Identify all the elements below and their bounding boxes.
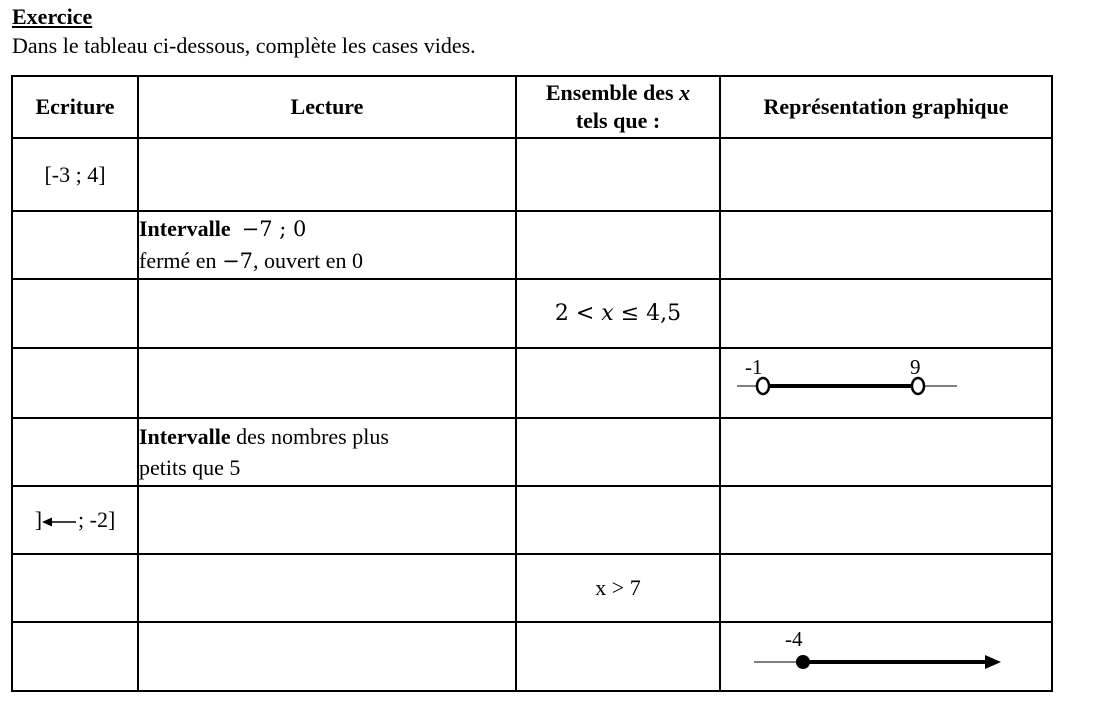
lecture-line2a: fermé en: [139, 248, 223, 273]
lecture-rest: des nombres plus: [230, 424, 389, 449]
cell-lecture[interactable]: [138, 348, 516, 418]
cell-ensemble: [516, 279, 720, 348]
cell-lecture[interactable]: [138, 486, 516, 554]
ecriture-rest: ; -2]: [78, 507, 116, 532]
graph-label-right: 9: [910, 355, 921, 379]
header-ensemble: [516, 76, 720, 138]
left-arrow-icon: [42, 515, 78, 529]
cell-lecture[interactable]: [138, 279, 516, 348]
header-row: [12, 76, 1052, 138]
header-representation: Représentation graphique: [720, 76, 1052, 138]
lecture-line2: petits que 5: [139, 455, 241, 480]
cell-lecture: [138, 418, 516, 486]
cell-representation[interactable]: [720, 554, 1052, 622]
cell-ensemble[interactable]: [516, 622, 720, 691]
table-row: [12, 418, 1052, 486]
cell-representation: [720, 348, 1052, 418]
header-ensemble-text2: tels que :: [575, 108, 661, 133]
open-endpoint-left: [757, 378, 769, 394]
graph-label-left: -1: [745, 355, 763, 379]
ecriture-open-bracket: ]: [34, 507, 43, 532]
cell-lecture[interactable]: [138, 622, 516, 691]
table-row: [12, 279, 1052, 348]
lecture-line2b: , ouvert en 0: [253, 248, 363, 273]
cell-lecture: [138, 211, 516, 279]
interval-graph-closed: [721, 624, 1051, 689]
lecture-line2-math: −7: [222, 249, 254, 273]
cell-ecriture: [12, 486, 138, 554]
header-ecriture: Ecriture: [12, 76, 138, 138]
cell-ecriture[interactable]: [12, 418, 138, 486]
cell-representation[interactable]: [720, 486, 1052, 554]
instruction-text: Dans le tableau ci-dessous, complète les cases vides.: [12, 33, 476, 58]
cell-representation[interactable]: [720, 418, 1052, 486]
cell-lecture[interactable]: [138, 554, 516, 622]
cell-representation[interactable]: [720, 211, 1052, 279]
closed-endpoint: [796, 655, 810, 669]
header-ensemble-var: x: [679, 80, 691, 105]
cell-ensemble[interactable]: [516, 418, 720, 486]
header-ensemble-text: Ensemble des: [545, 80, 674, 105]
lecture-bold: Intervalle: [139, 424, 231, 449]
open-endpoint-right: [912, 378, 924, 394]
lecture-bold: Intervalle: [139, 216, 231, 241]
cell-ecriture[interactable]: [12, 211, 138, 279]
ensemble-var: x: [601, 301, 614, 326]
ensemble-b: ≤ 4,5: [620, 301, 682, 326]
table-row: [12, 554, 1052, 622]
right-arrow-icon: [985, 655, 1001, 669]
cell-ensemble[interactable]: [516, 211, 720, 279]
exercise-title: Exercice: [12, 4, 93, 29]
table-row: [12, 211, 1052, 279]
table-row: [12, 348, 1052, 418]
cell-ensemble[interactable]: [516, 348, 720, 418]
cell-ecriture[interactable]: [12, 554, 138, 622]
cell-ensemble: x > 7: [516, 554, 720, 622]
table-row: [12, 138, 1052, 211]
cell-ecriture[interactable]: [12, 279, 138, 348]
table-row: [12, 622, 1052, 691]
cell-representation[interactable]: [720, 138, 1052, 211]
graph-label: -4: [785, 627, 803, 651]
cell-ensemble[interactable]: [516, 486, 720, 554]
cell-ecriture[interactable]: [12, 348, 138, 418]
cell-representation[interactable]: [720, 279, 1052, 348]
lecture-math: −7 ; 0: [241, 217, 307, 241]
interval-graph-open: [721, 350, 1051, 416]
cell-ecriture[interactable]: [12, 622, 138, 691]
cell-lecture[interactable]: [138, 138, 516, 211]
header-lecture: Lecture: [138, 76, 516, 138]
cell-ecriture: [-3 ; 4]: [12, 138, 138, 211]
ensemble-a: 2 <: [554, 301, 595, 326]
intervals-table: [11, 75, 1053, 692]
table-row: [12, 486, 1052, 554]
cell-ensemble[interactable]: [516, 138, 720, 211]
cell-representation: [720, 622, 1052, 691]
